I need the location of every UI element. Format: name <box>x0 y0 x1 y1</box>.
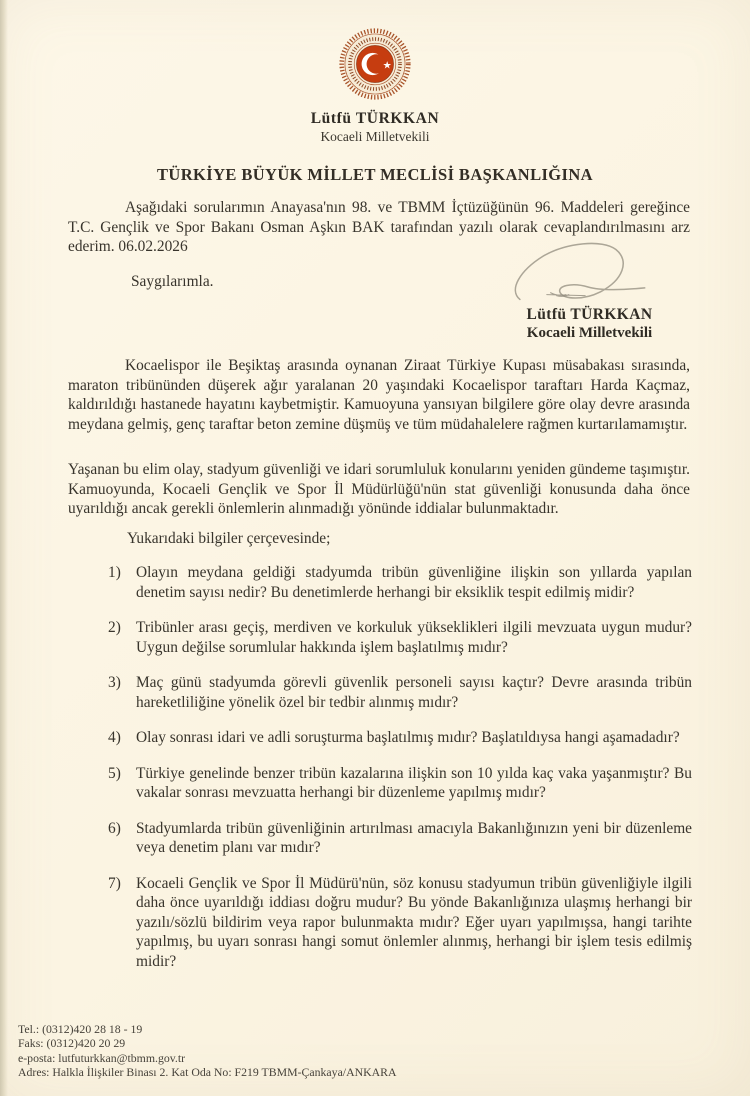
intro-paragraph: Aşağıdaki sorularımın Anayasa'nın 98. ve TBMM İçtüzüğünün 96. Maddeleri gereğince T.C. Gençlik ve Spor Bakanı Osman Aşkın BAK tarafından yazılı olarak cevaplandırılmasını arz ederim. 06.02.2026 <box>68 199 690 255</box>
question-text: Stadyumlarda tribün güvenliğinin artırılması amacıyla Bakanlığınızın yeni bir düzenleme veya denetim planı var mıdır? <box>136 819 692 856</box>
handwritten-signature <box>497 238 682 310</box>
question-number: 3) <box>108 674 121 691</box>
svg-text:★: ★ <box>382 60 392 72</box>
question-item <box>68 728 692 748</box>
contact-footer-line: Faks: (0312)420 20 29 <box>18 1036 126 1051</box>
question-item <box>68 819 692 858</box>
letterhead-role: Kocaeli Milletvekili <box>320 129 430 144</box>
question-text: Kocaeli Gençlik ve Spor İl Müdürü'nün, söz konusu stadyumun tribün güvenliğiyle ilgili daha önce uyarıldığı iddiası doğru mudur? Bu yönde Bakanlığınıza ulaşmış herhangi bir yazılı/sözlü bildirim veya rapor bulunmakta mıdır? Eğer uyarı yapılmışsa, hangi tarihte yapılmış, bu uyarı sonrası hangi somut önlemler alınmış, herhangi bir işlem tesis edilmiş midir? <box>136 874 692 970</box>
questions-intro: Yukarıdaki bilgiler çerçevesinde; <box>127 530 331 547</box>
contact-footer-line: e-posta: lutfuturkkan@tbmm.gov.tr <box>18 1050 186 1065</box>
question-text: Tribünler arası geçiş, merdiven ve korkuluk yükseklikleri ilgili mevzuata uygun mudur? Uygun değilse sorumlular hakkında işlem başlatılmış mıdır? <box>136 619 692 656</box>
signature-block <box>487 238 692 342</box>
question-item <box>68 764 692 803</box>
body-paragraph-incident: Kocaelispor ile Beşiktaş arasında oynanan Ziraat Türkiye Kupası müsabakası sırasında, maraton tribününden düşerek ağır yaralanan 20 yaşındaki Kocaelispor taraftarı Harda Kaçmaz, kaldırıldığı hastanede hayatını kaybetmiştir. Kamuoyuna yansıyan bilgilere göre olay devre arasında meydana gelmiş, genç taraftar beton zemine düşmüş ve tüm müdahalelere rağmen kurtarılamamıştır. <box>68 357 690 433</box>
question-item <box>68 673 692 712</box>
question-number: 7) <box>108 874 121 892</box>
question-text: Maç günü stadyumda görevli güvenlik personeli sayısı kaçtır? Devre arasında tribün hareketliliğine yönelik özel bir tedbir alınmış mıdır? <box>136 674 692 711</box>
question-number: 4) <box>108 729 121 746</box>
question-number: 6) <box>108 819 121 837</box>
contact-footer-line: Tel.: (0312)420 28 18 - 19 <box>18 1022 143 1036</box>
document-title: TÜRKİYE BÜYÜK MİLLET MECLİSİ BAŞKANLIĞINA <box>156 165 593 184</box>
contact-footer <box>18 1022 578 1080</box>
question-text: Türkiye genelinde benzer tribün kazalarına ilişkin son 10 yılda kaç vaka yaşanmıştır? Bu vakalar sonrası mevzuatta herhangi bir düzenleme yapılmış mıdır? <box>136 764 692 801</box>
question-number: 5) <box>108 764 121 782</box>
question-item <box>68 563 692 602</box>
question-text: Olayın meydana geldiği stadyumda tribün güvenliğine ilişkin son yıllarda yapılan denetim sayısı nedir? Bu denetimlerde herhangi bir eksiklik tespit edilmiş midir? <box>136 564 692 601</box>
tbmm-seal-icon <box>338 27 412 101</box>
contact-footer-line: Adres: Halkla İlişkiler Binası 2. Kat Oda No: F219 TBMM-Çankaya/ANKARA <box>18 1065 397 1080</box>
salutation: Saygılarımla. <box>131 273 214 290</box>
body-paragraph-claims: Yaşanan bu elim olay, stadyum güvenliği ve idari sorumluluk konularını yeniden gündeme taşımıştır. Kamuoyunda, Kocaeli Gençlik ve Spor İl Müdürlüğü'nün stat güvenliği konusunda daha önce uyarıldığı ancak gerekli önlemlerin alınmadığı yönünde iddialar bulunmaktadır. <box>68 461 690 517</box>
question-text: Olay sonrası idari ve adli soruşturma başlatılmış mıdır? Başlatıldıysa hangi aşamadadır? <box>136 729 680 746</box>
signature-role: Kocaeli Milletvekili <box>526 325 653 341</box>
question-number: 2) <box>108 619 121 636</box>
letterhead-name: Lütfü TÜRKKAN <box>310 110 440 127</box>
question-item <box>68 874 692 972</box>
signature-name: Lütfü TÜRKKAN <box>526 306 653 323</box>
question-number: 1) <box>108 564 121 581</box>
question-item <box>68 618 692 657</box>
questions-list <box>68 563 692 987</box>
letterhead <box>0 27 750 145</box>
